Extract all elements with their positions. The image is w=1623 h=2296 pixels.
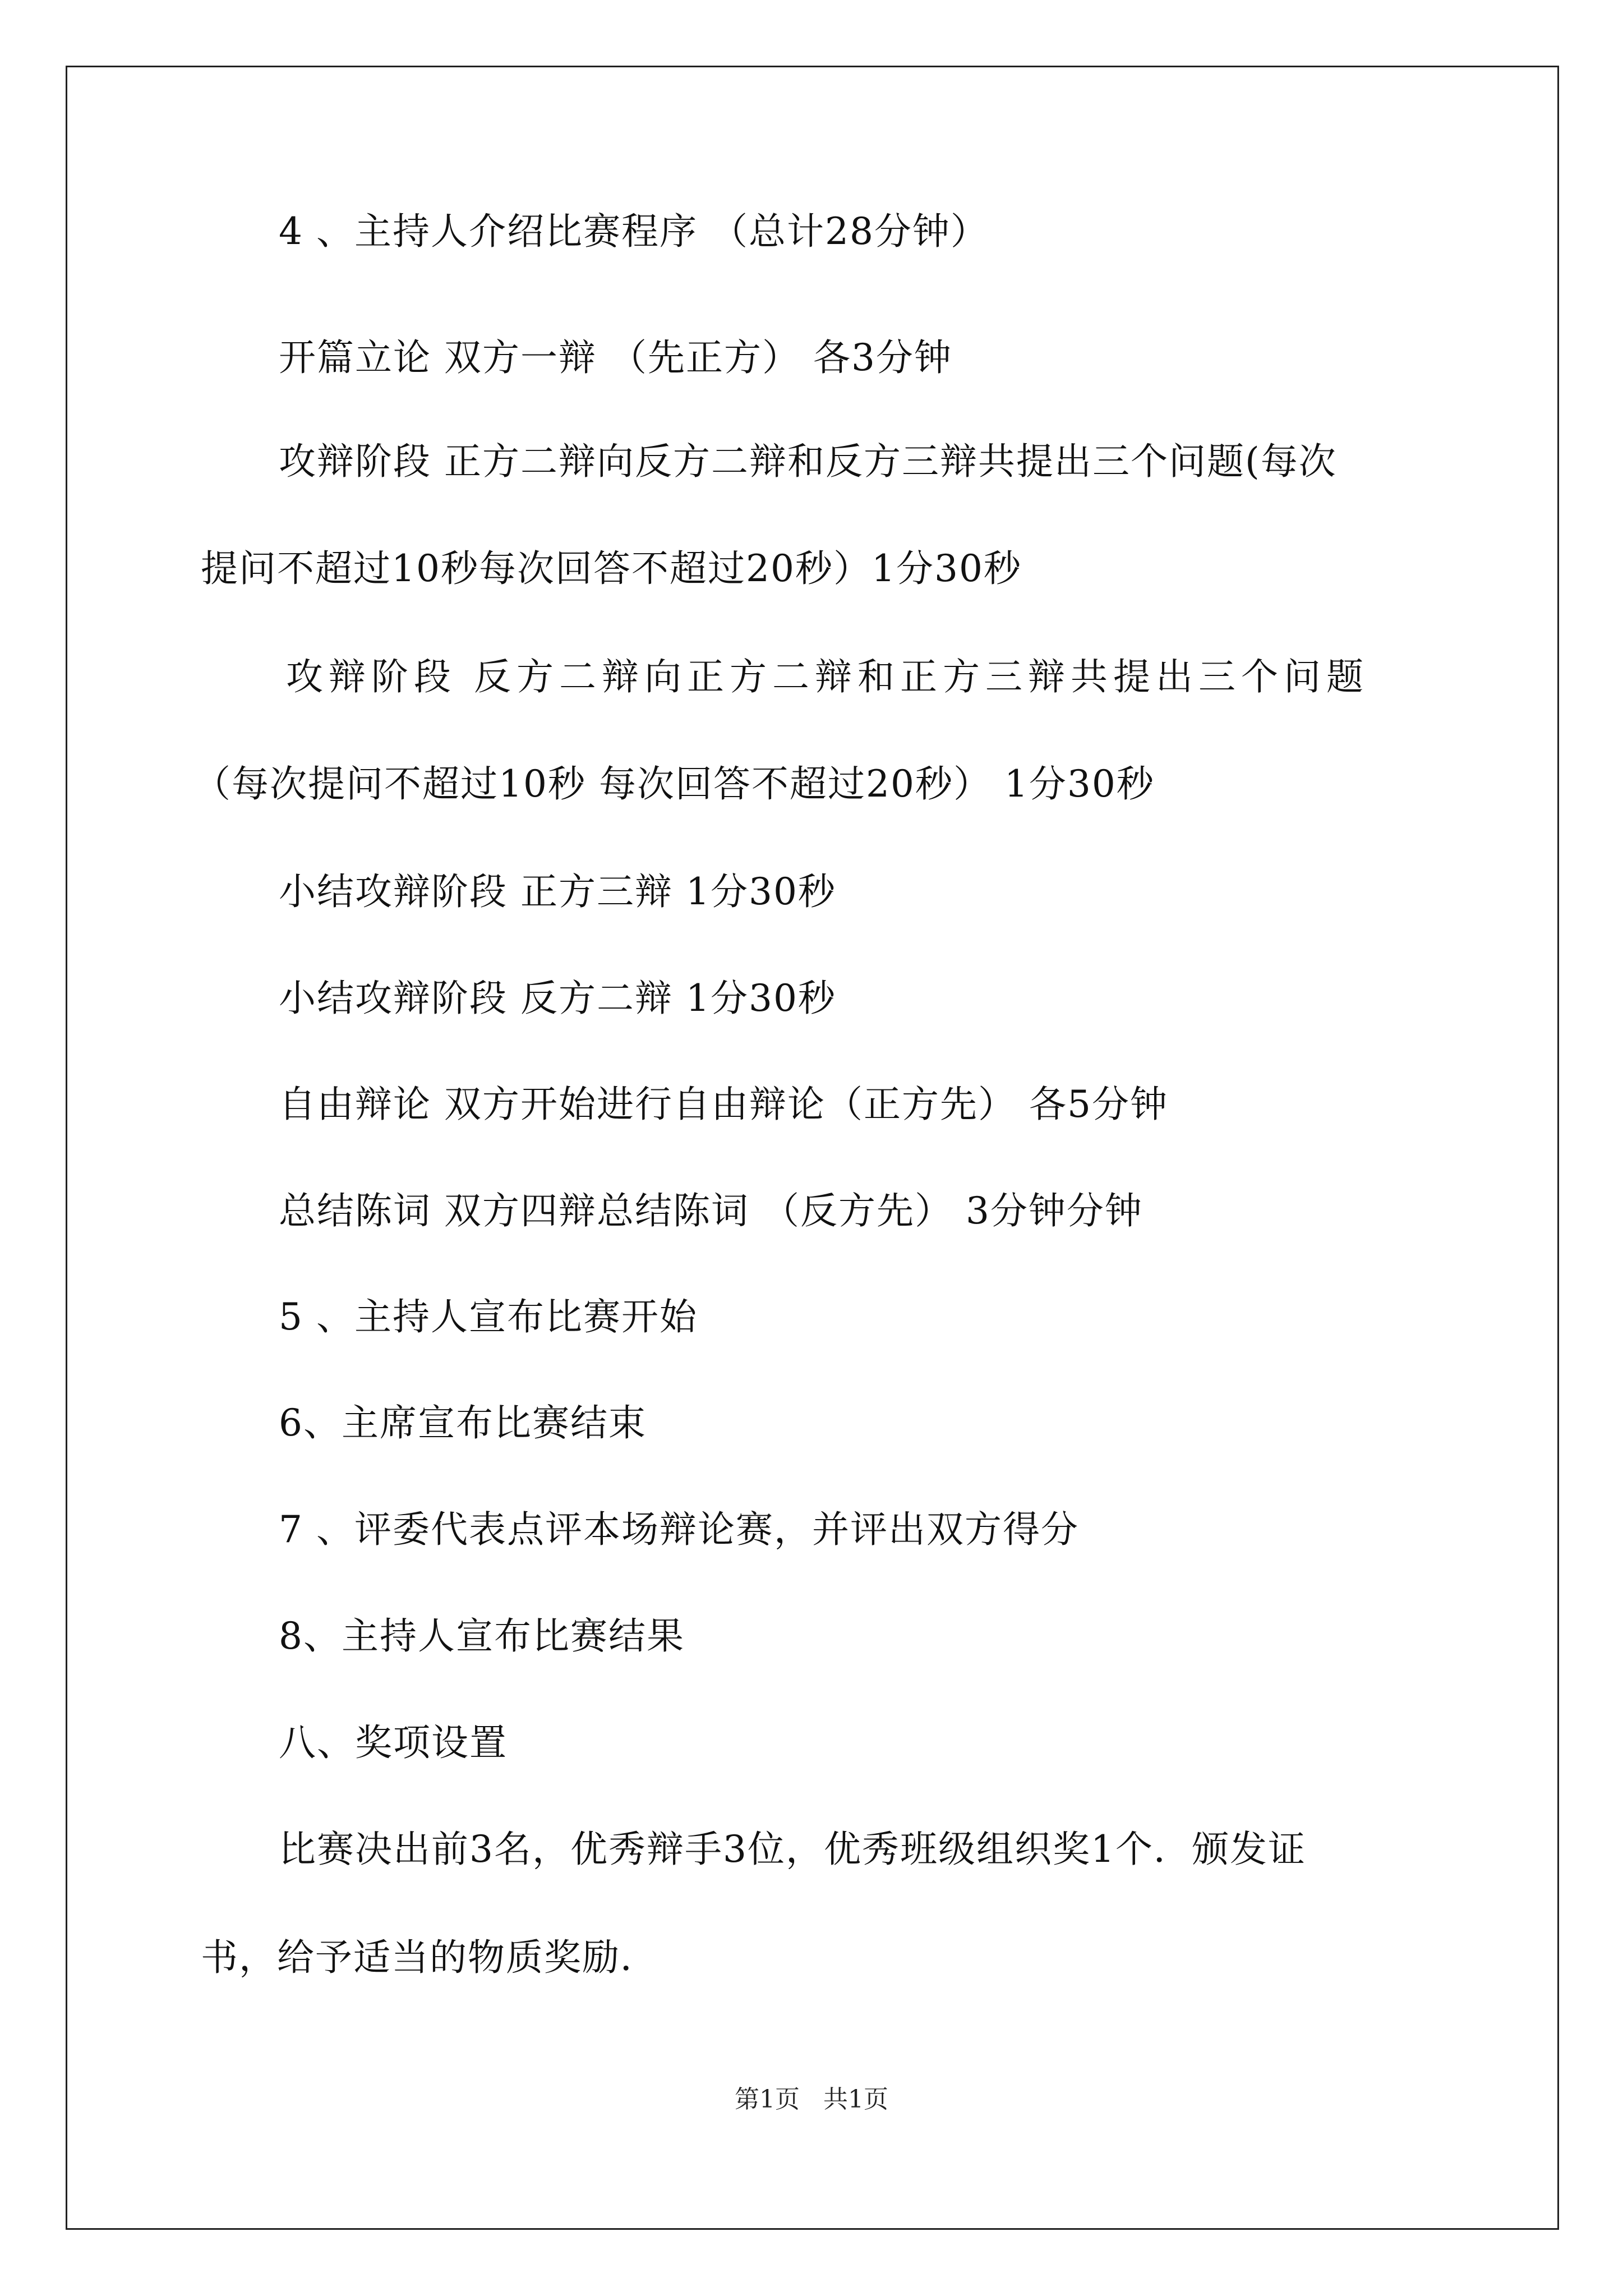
paragraph-line-6: （每次提问不超过10秒 每次回答不超过20秒） 1分30秒 bbox=[193, 762, 1155, 806]
paragraph-line-7: 小结攻辩阶段 正方三辩 1分30秒 bbox=[279, 870, 836, 913]
paragraph-line-11: 5 、主持人宣布比赛开始 bbox=[279, 1295, 698, 1338]
paragraph-line-4: 提问不超过10秒每次回答不超过20秒）1分30秒 bbox=[201, 547, 1022, 590]
paragraph-line-2: 开篇立论 双方一辩 （先正方） 各3分钟 bbox=[279, 336, 952, 379]
paragraph-line-3: 攻辩阶段 正方二辩向反方二辩和反方三辩共提出三个问题(每次 bbox=[279, 440, 1337, 483]
section-heading-awards: 八、奖项设置 bbox=[279, 1721, 508, 1764]
paragraph-line-8: 小结攻辩阶段 反方二辩 1分30秒 bbox=[279, 977, 836, 1020]
paragraph-line-10: 总结陈词 双方四辩总结陈词 （反方先） 3分钟分钟 bbox=[279, 1189, 1143, 1232]
paragraph-line-12: 6、主席宣布比赛结束 bbox=[279, 1401, 647, 1444]
page-border bbox=[66, 66, 1559, 2230]
paragraph-line-13: 7 、评委代表点评本场辩论赛，并评出双方得分 bbox=[279, 1508, 1079, 1551]
paragraph-line-9: 自由辩论 双方开始进行自由辩论（正方先） 各5分钟 bbox=[279, 1083, 1168, 1126]
paragraph-line-1: 4 、主持人介绍比赛程序 （总计28分钟） bbox=[279, 210, 989, 253]
paragraph-line-17: 书，给予适当的物质奖励． bbox=[201, 1936, 658, 1979]
paragraph-line-16: 比赛决出前3名，优秀辩手3位，优秀班级组织奖1个．颁发证 bbox=[279, 1828, 1306, 1871]
page-footer: 第1页 共1页 bbox=[735, 2085, 888, 2114]
paragraph-line-14: 8、主持人宣布比赛结果 bbox=[279, 1614, 685, 1658]
paragraph-line-5: 攻辩阶段 反方二辩向正方二辩和正方三辩共提出三个问题 bbox=[286, 655, 1369, 698]
